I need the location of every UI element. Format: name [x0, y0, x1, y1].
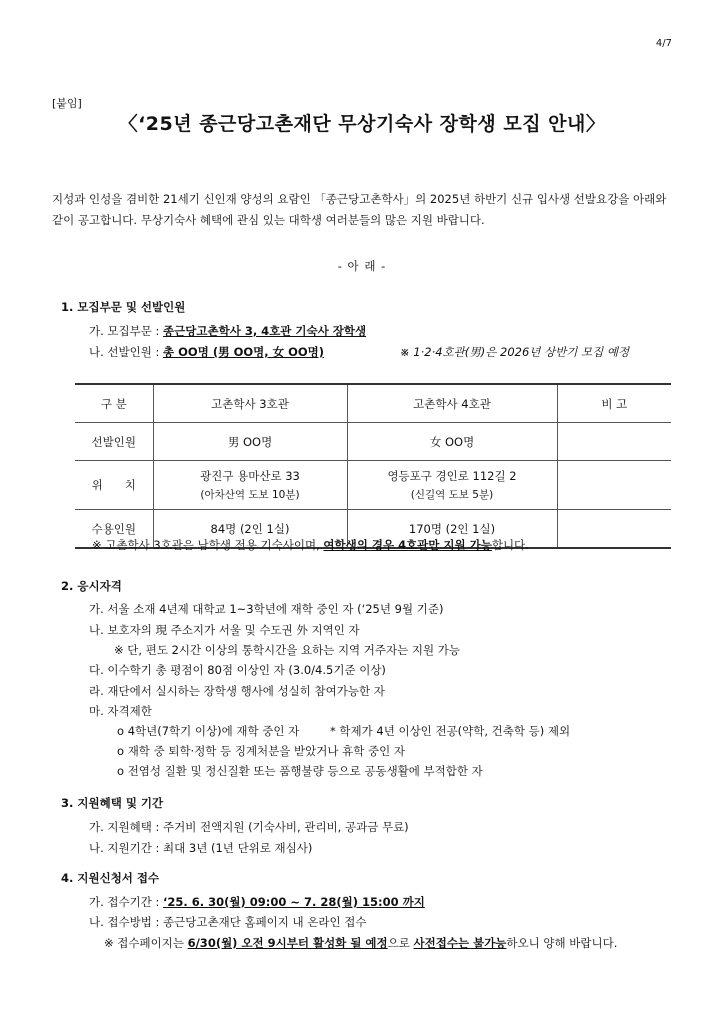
application-note-bold-date: 6/30(월) 오전 9시부터 활성화 될 예정 — [187, 936, 388, 950]
table-header: 고촌학사 4호관 — [347, 384, 557, 423]
table-cell — [557, 510, 671, 549]
table-note-bold: 여학생의 경우 4호관만 지원 가능 — [323, 538, 492, 552]
recruit-category-value: 종근당고촌학사 3, 4호관 기숙사 장학생 — [163, 324, 367, 338]
row-label: 선발인원 — [75, 423, 153, 461]
table-row — [75, 423, 671, 461]
eligibility-item: 라. 재단에서 실시하는 장학생 행사에 성실히 참여가능한 자 — [89, 684, 385, 698]
benefit-item: 가. 지원혜택 : 주거비 전액지원 (기숙사비, 관리비, 공과금 무료) — [89, 820, 409, 834]
application-method: 나. 접수방법 : 종근당고촌재단 홈페이지 내 온라인 접수 — [89, 915, 367, 929]
document-title: 〈‘25년 종근당고촌재단 무상기숙사 장학생 모집 안내〉 — [118, 113, 606, 135]
row-label: 위 치 — [75, 461, 153, 510]
page-number: 4/7 — [655, 38, 672, 49]
application-note-mid: 으로 — [387, 936, 414, 950]
selection-note: ※ 1·2·4호관(男)은 2026년 상반기 모집 예정 — [400, 345, 630, 359]
eligibility-note: ※ 단, 편도 2시간 이상의 통학시간을 요하는 지역 거주자는 지원 가능 — [114, 643, 460, 657]
location-address: 광진구 용마산로 33 — [200, 469, 300, 483]
table-note-suffix: 합니다. — [491, 538, 529, 552]
table-cell — [153, 461, 347, 510]
eligibility-item: 나. 보호자의 現 주소지가 서울 및 수도권 外 지역인 자 — [89, 623, 360, 637]
benefit-item: 나. 지원기간 : 최대 3년 (1년 단위로 재심사) — [89, 841, 313, 855]
table-cell — [557, 461, 671, 510]
section-3-title: 3. 지원혜택 및 기간 — [61, 796, 164, 810]
section-4-title: 4. 지원신청서 접수 — [61, 871, 160, 885]
application-note-prefix: ※ 접수페이지는 — [104, 936, 188, 950]
table-row — [75, 461, 671, 510]
table-cell — [347, 461, 557, 510]
application-period-label: 가. 접수기간 : — [89, 895, 164, 909]
restriction-item: o 재학 중 퇴학·정학 등 징계처분을 받았거나 휴학 중인 자 — [117, 744, 405, 758]
table-cell — [557, 423, 671, 461]
selection-count-label: 나. 선발인원 : — [89, 345, 164, 359]
section-1-title: 1. 모집부문 및 선발인원 — [61, 300, 186, 314]
application-period-value: ‘25. 6. 30(월) 09:00 ~ 7. 28(월) 15:00 까지 — [163, 895, 425, 909]
recruit-category — [89, 323, 366, 339]
table-note-prefix: ※ 고촌학사 3호관은 남학생 전용 기숙사이며, — [92, 538, 324, 552]
application-period — [89, 894, 425, 910]
location-address: 영등포구 경인로 112길 2 — [387, 469, 517, 483]
restriction-item: o 전염성 질환 및 정신질환 또는 품행불량 등으로 공동생활에 부적합한 자 — [117, 764, 483, 778]
application-note — [104, 935, 617, 951]
location-subway: (신길역 도보 5분) — [410, 489, 494, 501]
location-subway: (아차산역 도보 10분) — [200, 489, 300, 501]
eligibility-item: 다. 이수학기 총 평점이 80점 이상인 자 (3.0/4.5기준 이상) — [89, 663, 386, 677]
eligibility-item: 가. 서울 소재 4년제 대학교 1~3학년에 재학 중인 자 (‘25년 9월 기준) — [89, 602, 444, 616]
dormitory-table — [75, 383, 671, 549]
table-note — [92, 537, 529, 553]
selection-count-value: 총 OO명 (男 OO명, 女 OO명) — [163, 345, 325, 359]
application-note-bold-impossible: 사전접수는 불가능 — [413, 936, 507, 950]
attachment-label: [붙임] — [52, 97, 82, 110]
table-cell: 女 OO명 — [347, 423, 557, 461]
table-cell: 170명 (2인 1실) — [347, 510, 557, 549]
row-label: 수용인원 — [75, 510, 153, 549]
restriction-note: * 학제가 4년 이상인 전공(약학, 건축학 등) 제외 — [330, 724, 571, 738]
application-note-suffix: 하오니 양해 바랍니다. — [506, 936, 618, 950]
table-cell: 男 OO명 — [153, 423, 347, 461]
restriction-item: o 4학년(7학기 이상)에 재학 중인 자 — [117, 724, 300, 738]
selection-count — [89, 344, 324, 360]
table-header: 비 고 — [557, 384, 671, 423]
table-header-row — [75, 384, 671, 423]
section-2-title: 2. 응시자격 — [61, 579, 122, 593]
intro-paragraph: 지성과 인성을 겸비한 21세기 신인재 양성의 요람인 「종근당고촌학사」의 2025년 하반기 신규 입사생 선발요강을 아래와 같이 공고합니다. 무상기숙사 혜택에 관심 있는 대학생 여러분들의 많은 지원 바랍니다. — [52, 192, 667, 227]
table-cell: 84명 (2인 1실) — [153, 510, 347, 549]
recruit-category-label: 가. 모집부문 : — [89, 324, 164, 338]
eligibility-item: 마. 자격제한 — [89, 704, 152, 718]
table-header: 구 분 — [75, 384, 153, 423]
table-header: 고촌학사 3호관 — [153, 384, 347, 423]
ahrae-heading: - 아 래 - — [337, 259, 387, 273]
